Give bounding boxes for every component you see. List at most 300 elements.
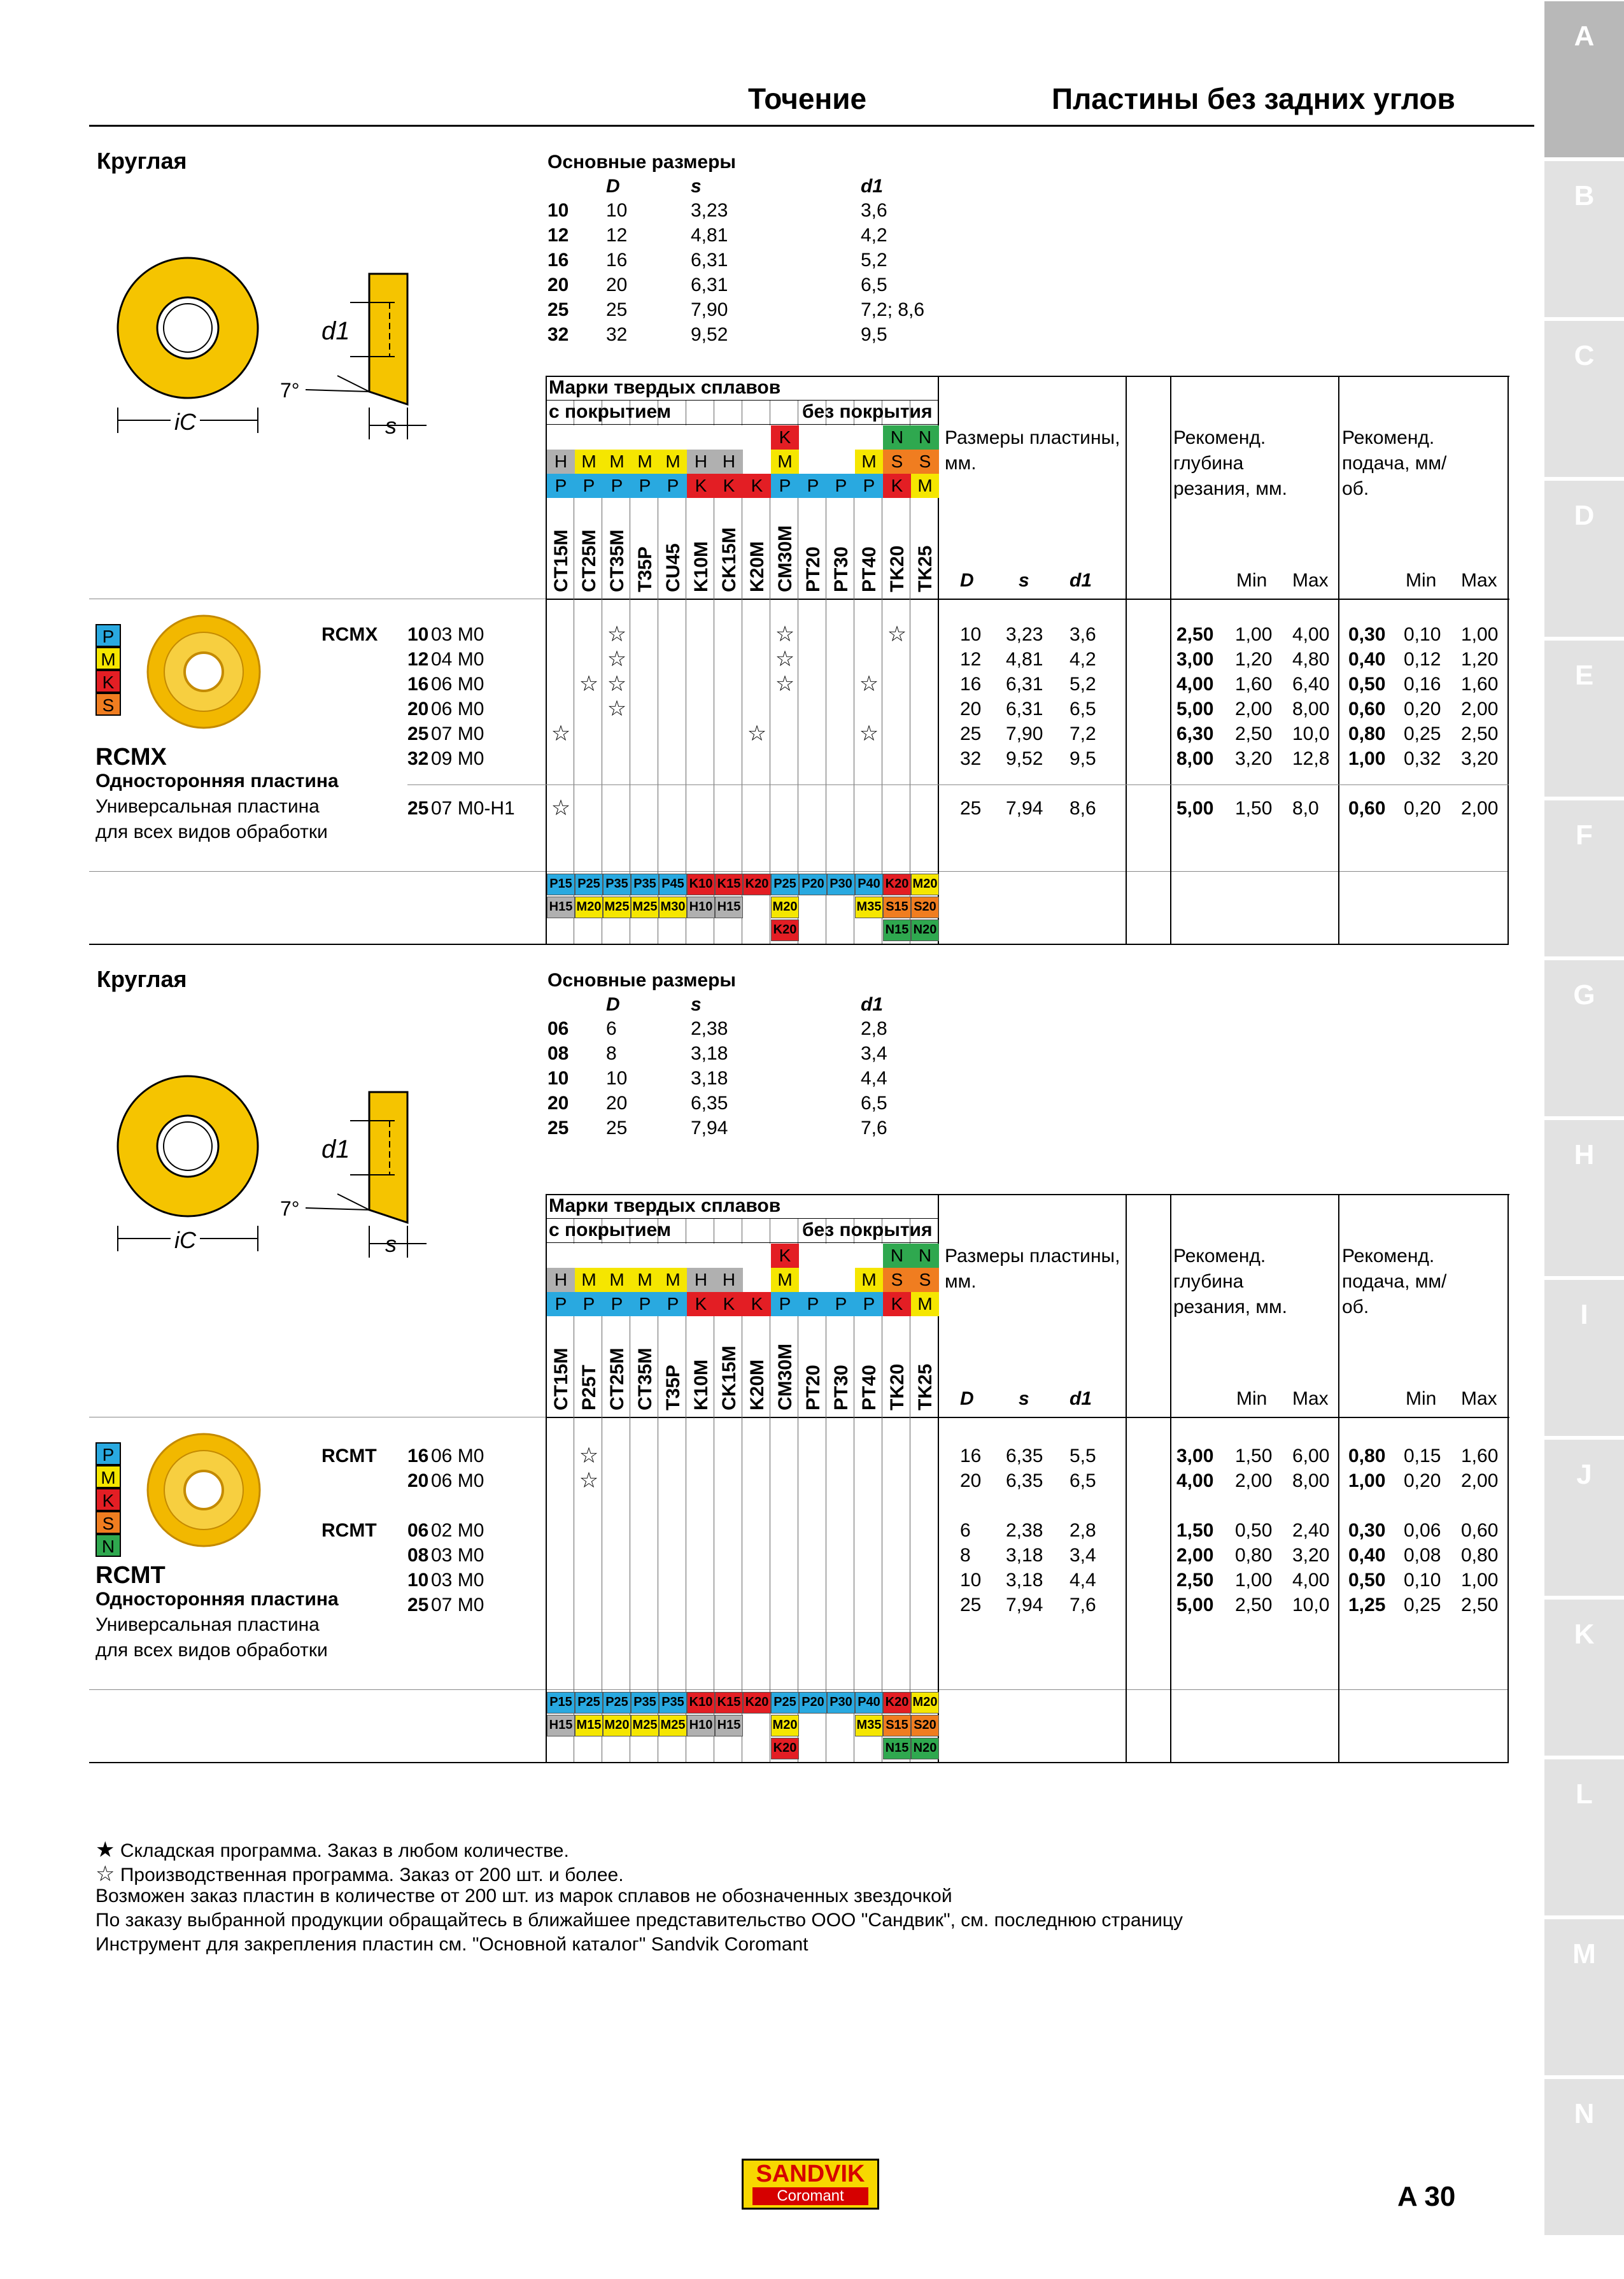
grade-iso-cell [855,425,883,450]
iso-p: P [95,624,121,647]
grade-iso-cell: H [687,1268,715,1292]
data-col-rule [1507,376,1509,944]
grade-iso-cell [827,1268,855,1292]
grade-iso-cell: P [631,474,659,498]
dims-cell: 12 [606,225,628,246]
coated-label: с покрытием [549,1219,672,1240]
row-s: 6,35 [1006,1445,1043,1466]
row-d1: 4,2 [1070,649,1096,670]
application-chip: M15 [575,1715,603,1736]
grade-iso-cell: S [911,1268,939,1292]
application-chip: H15 [547,897,575,918]
row-D: 20 [960,699,982,720]
row-code: 09 M0 [431,748,484,769]
row-apmin: 1,00 [1235,1570,1273,1591]
iso-s: S [95,1511,121,1534]
row-apmax: 4,00 [1292,1570,1330,1591]
application-chip: S20 [911,1715,939,1736]
row-f: 0,80 [1348,723,1386,744]
grade-name: P25T [579,1365,600,1410]
header-rule [89,125,1534,127]
grade-name: CT25M [579,529,600,592]
grade-iso-cell [603,425,631,450]
row-fmin: 0,15 [1404,1445,1441,1466]
grade-iso-cell: P [659,474,687,498]
row-fmin: 0,10 [1404,624,1441,645]
row-fmax: 0,60 [1461,1520,1499,1541]
row-apmin: 3,20 [1235,748,1273,769]
production-star: ☆ [607,622,627,646]
grade-iso-cell: S [883,1268,911,1292]
head-feed: Рекоменд. подача, мм/об. [1342,1246,1447,1317]
grade-iso-cell: K [771,1244,799,1268]
production-star: ☆ [579,1444,599,1468]
tab-e[interactable]: E [1544,641,1624,797]
row-D: 16 [960,1445,982,1466]
production-star: ☆ [607,647,627,671]
row-ap: 2,50 [1176,624,1214,645]
row-fmax: 1,00 [1461,624,1499,645]
application-chip: N15 [883,1738,911,1759]
grade-iso-cell: K [883,1292,911,1316]
row-apmin: 2,50 [1235,1594,1273,1615]
grade-iso-cell [631,1244,659,1268]
row-apmax: 3,20 [1292,1545,1330,1566]
row-apmin: 0,50 [1235,1520,1273,1541]
row-d1: 6,5 [1070,1470,1096,1491]
row-code-bold: 20 [407,699,429,720]
row-ap: 1,50 [1176,1520,1214,1541]
dims-col-d: D [606,994,620,1015]
application-chip: P30 [827,874,855,895]
grade-iso-cell: P [603,1292,631,1316]
application-chip: P35 [603,874,631,895]
sub-col: D [960,570,974,591]
head-depth: Рекоменд. глубина резания, мм. [1173,1246,1287,1317]
shape-title: Круглая [97,966,187,992]
row-code: 06 M0 [431,674,484,695]
row-s: 6,31 [1006,674,1043,695]
row-fmax: 2,00 [1461,1470,1499,1491]
tab-n[interactable]: N [1544,2079,1624,2235]
header-left: Точение [748,82,867,115]
grade-iso-cell: P [575,474,603,498]
row-ap: 6,30 [1176,723,1214,744]
note-line [95,1910,1183,1931]
grade-name: K20M [747,541,768,592]
application-chip: K20 [771,919,799,941]
grade-iso-cell: M [575,450,603,474]
grade-name: K20M [747,1359,768,1410]
row-apmin: 0,80 [1235,1545,1273,1566]
grade-iso-cell [715,1244,743,1268]
grade-iso-cell: N [883,425,911,450]
dim-s-label: s [385,1231,397,1257]
production-star: ☆ [775,622,795,646]
row-apmin: 2,00 [1235,699,1273,720]
sub-col: Min [1406,570,1437,591]
product-desc: Универсальная пластина [95,1614,320,1635]
sub-col: D [960,1388,974,1409]
grade-iso-cell [575,425,603,450]
row-code: 06 M0 [431,1470,484,1491]
shape-title: Круглая [97,148,187,174]
application-chip: P25 [603,1692,631,1714]
grade-iso-cell: M [855,450,883,474]
dims-cell: 25 [606,1118,628,1139]
grade-iso-cell: K [743,1292,771,1316]
grade-iso-cell: N [883,1244,911,1268]
table-bottom-rule [89,1762,1509,1763]
application-chip: P25 [771,1692,799,1714]
row-prefix: RCMT [321,1520,377,1541]
coated-label: с покрытием [549,401,672,422]
row-D: 10 [960,1570,982,1591]
grade-iso-cell: M [855,1268,883,1292]
row-fmin: 0,08 [1404,1545,1441,1566]
tab-m[interactable]: M [1544,1919,1624,2075]
application-chip: K20 [743,1692,771,1714]
row-ap: 5,00 [1176,699,1214,720]
row-f: 0,50 [1348,674,1386,695]
dims-col-s: s [691,994,702,1015]
grade-iso-cell [743,425,771,450]
product-desc-bold: Односторонняя пластина [95,770,339,792]
dims-cell: 10 [547,200,569,221]
row-d1: 5,5 [1070,1445,1096,1466]
application-chip: P40 [855,874,883,895]
data-col-rule [1126,376,1127,944]
production-star: ☆ [775,647,795,671]
application-chip: P35 [631,874,659,895]
head-depth: Рекоменд. глубина резания, мм. [1173,427,1287,499]
note-line [95,1934,808,1956]
application-chip: P40 [855,1692,883,1714]
grade-name: K10M [691,541,712,592]
section-tabs [1544,0,1624,2279]
row-code: 04 M0 [431,649,484,670]
iso-k: K [95,1488,121,1511]
tab-i[interactable]: I [1544,1280,1624,1436]
iso-m: M [95,647,121,670]
dims-cell: 3,18 [691,1068,728,1089]
application-chip: K20 [771,1738,799,1759]
grade-iso-cell: P [855,1292,883,1316]
row-f: 1,00 [1348,1470,1386,1491]
row-fmax: 1,60 [1461,674,1499,695]
grade-name: TK25 [915,1363,936,1410]
tab-l[interactable]: L [1544,1759,1624,1915]
application-chip: N15 [883,919,911,941]
row-fmin: 0,10 [1404,1570,1441,1591]
row-fmin: 0,16 [1404,674,1441,695]
row-d1: 2,8 [1070,1520,1096,1541]
sub-col: d1 [1070,1388,1092,1409]
data-col-rule [1338,376,1339,944]
sandvik-logo [742,2159,879,2210]
dim-d1-label: d1 [321,317,350,345]
grade-iso-cell: M [603,450,631,474]
grade-name: CM30M [775,1343,796,1410]
dims-cell: 25 [547,299,569,320]
grade-name: T35P [663,1365,684,1410]
table-foot-rule [89,1689,1509,1690]
row-code: 07 M0 [431,723,484,744]
row-f: 1,00 [1348,748,1386,769]
row-code: 06 M0 [431,699,484,720]
row-code: 06 M0 [431,1445,484,1466]
row-ap: 2,00 [1176,1545,1214,1566]
grade-name: CU45 [663,543,684,592]
row-apmax: 12,8 [1292,748,1330,769]
grades-title: Марки твердых сплавов [549,1195,781,1216]
dims-cell: 3,4 [861,1043,887,1064]
insert-photo [143,1430,264,1551]
grade-name: K10M [691,1359,712,1410]
tab-k[interactable]: K [1544,1600,1624,1756]
uncoated-label: без покрытия [802,1219,933,1240]
application-chip: S20 [911,897,939,918]
row-ap: 2,50 [1176,1570,1214,1591]
grade-name: TK20 [887,545,908,592]
row-apmax: 6,00 [1292,1445,1330,1466]
row-code-bold: 16 [407,1445,429,1466]
data-col-rule [1170,376,1171,944]
sub-col: Max [1461,570,1497,591]
note-symbol: ☆ [95,1862,115,1886]
production-star: ☆ [887,622,907,646]
grade-name: PT20 [803,546,824,592]
dims-cell: 6,31 [691,250,728,271]
dims-title: Основные размеры [547,970,737,991]
dims-col-d: D [606,176,620,197]
dims-cell: 6 [606,1018,617,1039]
row-ap: 5,00 [1176,798,1214,819]
application-chip: M25 [631,897,659,918]
tab-b[interactable]: B [1544,161,1624,317]
row-fmax: 1,60 [1461,1445,1499,1466]
row-fmax: 0,80 [1461,1545,1499,1566]
grade-name: CK15M [719,1345,740,1410]
row-apmax: 10,0 [1292,1594,1330,1615]
row-code-bold: 08 [407,1545,429,1566]
application-chip: K15 [715,1692,743,1714]
application-chip: M25 [603,897,631,918]
application-chip: M35 [855,1715,883,1736]
row-f: 0,50 [1348,1570,1386,1591]
grade-iso-cell [827,1244,855,1268]
grade-iso-cell [687,1244,715,1268]
table-bottom-rule [89,944,1509,945]
grade-iso-cell: K [715,1292,743,1316]
tab-d[interactable]: D [1544,481,1624,637]
row-d1: 5,2 [1070,674,1096,695]
row-s: 6,31 [1006,699,1043,720]
row-D: 25 [960,798,982,819]
tab-a[interactable]: A [1544,1,1624,157]
grade-name: PT20 [803,1365,824,1410]
row-code-bold: 10 [407,624,429,645]
tab-f[interactable]: F [1544,800,1624,956]
row-fmax: 2,00 [1461,798,1499,819]
row-apmin: 2,00 [1235,1470,1273,1491]
row-code: 07 M0 [431,1594,484,1615]
row-apmax: 4,00 [1292,624,1330,645]
grades-title-rule [546,400,939,401]
row-fmax: 2,50 [1461,1594,1499,1615]
coated-rule [546,424,939,425]
tab-j[interactable]: J [1544,1440,1624,1596]
grade-iso-cell: H [715,450,743,474]
row-d1: 6,5 [1070,699,1096,720]
dims-cell: 7,90 [691,299,728,320]
dims-cell: 06 [547,1018,569,1039]
dims-cell: 12 [547,225,569,246]
tab-h[interactable]: H [1544,1120,1624,1276]
row-f: 1,25 [1348,1594,1386,1615]
grade-iso-cell: M [603,1268,631,1292]
dims-title: Основные размеры [547,152,737,173]
tab-c[interactable]: C [1544,321,1624,477]
row-apmin: 1,20 [1235,649,1273,670]
row-D: 25 [960,1594,982,1615]
application-chip: H15 [715,897,743,918]
application-chip: S15 [883,897,911,918]
row-fmax: 1,20 [1461,649,1499,670]
dims-cell: 20 [547,1093,569,1114]
row-d1: 7,6 [1070,1594,1096,1615]
logo-top: SANDVIK [756,2161,865,2187]
grade-iso-cell: P [855,474,883,498]
application-chip: H15 [547,1715,575,1736]
grade-iso-cell: H [687,450,715,474]
grade-iso-cell: P [575,1292,603,1316]
grade-iso-cell: P [631,1292,659,1316]
coated-rule [546,1242,939,1243]
tab-g[interactable]: G [1544,960,1624,1116]
row-apmax: 8,00 [1292,1470,1330,1491]
application-chip: P25 [771,874,799,895]
grade-iso-cell [603,1244,631,1268]
product-name: RCMX [95,744,167,770]
grade-iso-cell: K [771,425,799,450]
row-fmax: 2,00 [1461,699,1499,720]
application-chip: P25 [575,1692,603,1714]
row-d1: 3,6 [1070,624,1096,645]
application-chip: K10 [687,1692,715,1714]
header-right: Пластины без задних углов [1052,82,1455,115]
row-code-bold: 20 [407,1470,429,1491]
row-d1: 3,4 [1070,1545,1096,1566]
row-ap: 3,00 [1176,649,1214,670]
dims-cell: 7,6 [861,1118,887,1139]
dims-cell: 9,5 [861,324,887,345]
row-D: 16 [960,674,982,695]
grade-name: PT30 [831,1365,852,1410]
application-chip: P15 [547,1692,575,1714]
dims-cell: 7,94 [691,1118,728,1139]
production-star: ☆ [747,721,767,746]
grade-iso-cell: H [715,1268,743,1292]
dim-d1-label: d1 [321,1135,350,1163]
grades-title-rule [546,1218,939,1219]
row-s: 6,35 [1006,1470,1043,1491]
dims-cell: 20 [547,274,569,295]
row-s: 3,23 [1006,624,1043,645]
grade-iso-cell: P [827,1292,855,1316]
table-foot-rule [89,871,1509,872]
row-s: 7,90 [1006,723,1043,744]
row-apmin: 1,60 [1235,674,1273,695]
row-code-bold: 25 [407,723,429,744]
row-prefix: RCMX [321,624,378,645]
row-f: 0,60 [1348,798,1386,819]
row-apmax: 6,40 [1292,674,1330,695]
insert-drawing [95,255,452,458]
grade-iso-cell [659,425,687,450]
grade-iso-cell: N [911,425,939,450]
note-text: Складская программа. Заказ в любом количестве. [115,1840,569,1861]
row-D: 32 [960,748,982,769]
grade-name: CT25M [607,1347,628,1410]
row-s: 2,38 [1006,1520,1043,1541]
row-code: 02 M0 [431,1520,484,1541]
grade-name: TK25 [915,545,936,592]
grade-iso-cell: P [771,1292,799,1316]
row-code: 07 M0-H1 [431,798,515,819]
application-chip: M20 [911,874,939,895]
row-ap: 8,00 [1176,748,1214,769]
grade-iso-cell: P [547,1292,575,1316]
note-line [95,1885,952,1907]
grade-iso-cell: K [715,474,743,498]
grade-iso-cell: P [799,474,827,498]
dim-angle-label: 7° [280,1197,300,1220]
row-fmin: 0,20 [1404,1470,1441,1491]
grade-iso-cell [547,1244,575,1268]
grade-name: TK20 [887,1363,908,1410]
grade-iso-cell [743,1268,771,1292]
sub-col: d1 [1070,570,1092,591]
row-prefix: RCMT [321,1445,377,1466]
grade-name: CT35M [607,529,628,592]
grade-name: PT40 [859,1365,880,1410]
head-sizes: Размеры пластины, мм. [945,1246,1120,1292]
dims-cell: 32 [547,324,569,345]
dims-cell: 2,8 [861,1018,887,1039]
data-col-rule [1126,1194,1127,1762]
dims-cell: 32 [606,324,628,345]
grade-iso-cell: P [827,474,855,498]
row-s: 3,18 [1006,1545,1043,1566]
dims-cell: 3,23 [691,200,728,221]
iso-n: N [95,1534,121,1557]
grade-iso-cell: M [631,450,659,474]
row-apmax: 2,40 [1292,1520,1330,1541]
uncoated-label: без покрытия [802,401,933,422]
application-chip: M20 [771,897,799,918]
application-chip: P20 [799,874,827,895]
row-fmax: 2,50 [1461,723,1499,744]
row-ap: 4,00 [1176,674,1214,695]
note-symbol: ★ [95,1838,115,1862]
row-d1: 9,5 [1070,748,1096,769]
row-s: 7,94 [1006,1594,1043,1615]
application-chip: H10 [687,897,715,918]
application-chip: K20 [883,874,911,895]
grade-iso-cell [799,450,827,474]
row-f: 0,80 [1348,1445,1386,1466]
